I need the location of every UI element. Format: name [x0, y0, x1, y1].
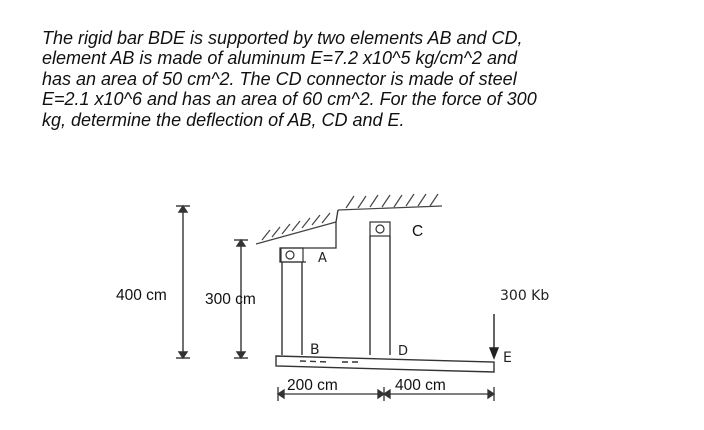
label-point-b: B [310, 342, 320, 358]
ceiling-support-c [338, 194, 442, 210]
element-ab [282, 262, 302, 355]
pin-c [370, 222, 390, 236]
label-point-e: E [503, 350, 512, 366]
dim-label-200: 200 cm [287, 377, 338, 394]
label-point-a: A [318, 251, 327, 266]
load-label: 300 Kb [500, 288, 550, 304]
rigid-bar-bde [276, 356, 494, 372]
ceiling-step [336, 210, 338, 222]
dim-label-400-vertical: 400 cm [116, 287, 167, 304]
load-arrow [490, 314, 498, 358]
ceiling-support-a [256, 213, 336, 244]
support-block-outline [280, 222, 336, 262]
problem-line-4: E=2.1 x10^6 and has an area of 60 cm^2. For the force of 300 [42, 89, 537, 110]
label-point-d: D [398, 344, 409, 359]
dim-label-300: 300 cm [205, 291, 256, 308]
label-point-c: C [412, 223, 424, 240]
problem-line-5: kg, determine the deflection of AB, CD and E. [42, 109, 405, 130]
dim-label-400-horizontal: 400 cm [395, 377, 446, 394]
problem-line-1: The rigid bar BDE is supported by two elements AB and CD, [42, 28, 523, 48]
element-cd [370, 236, 390, 355]
problem-line-2: element AB is made of aluminum E=7.2 x10^5 kg/cm^2 and [42, 48, 517, 69]
pin-a [281, 248, 303, 262]
problem-line-3: has an area of 50 cm^2. The CD connector is made of steel [42, 68, 517, 89]
dim-line-left [176, 206, 190, 358]
